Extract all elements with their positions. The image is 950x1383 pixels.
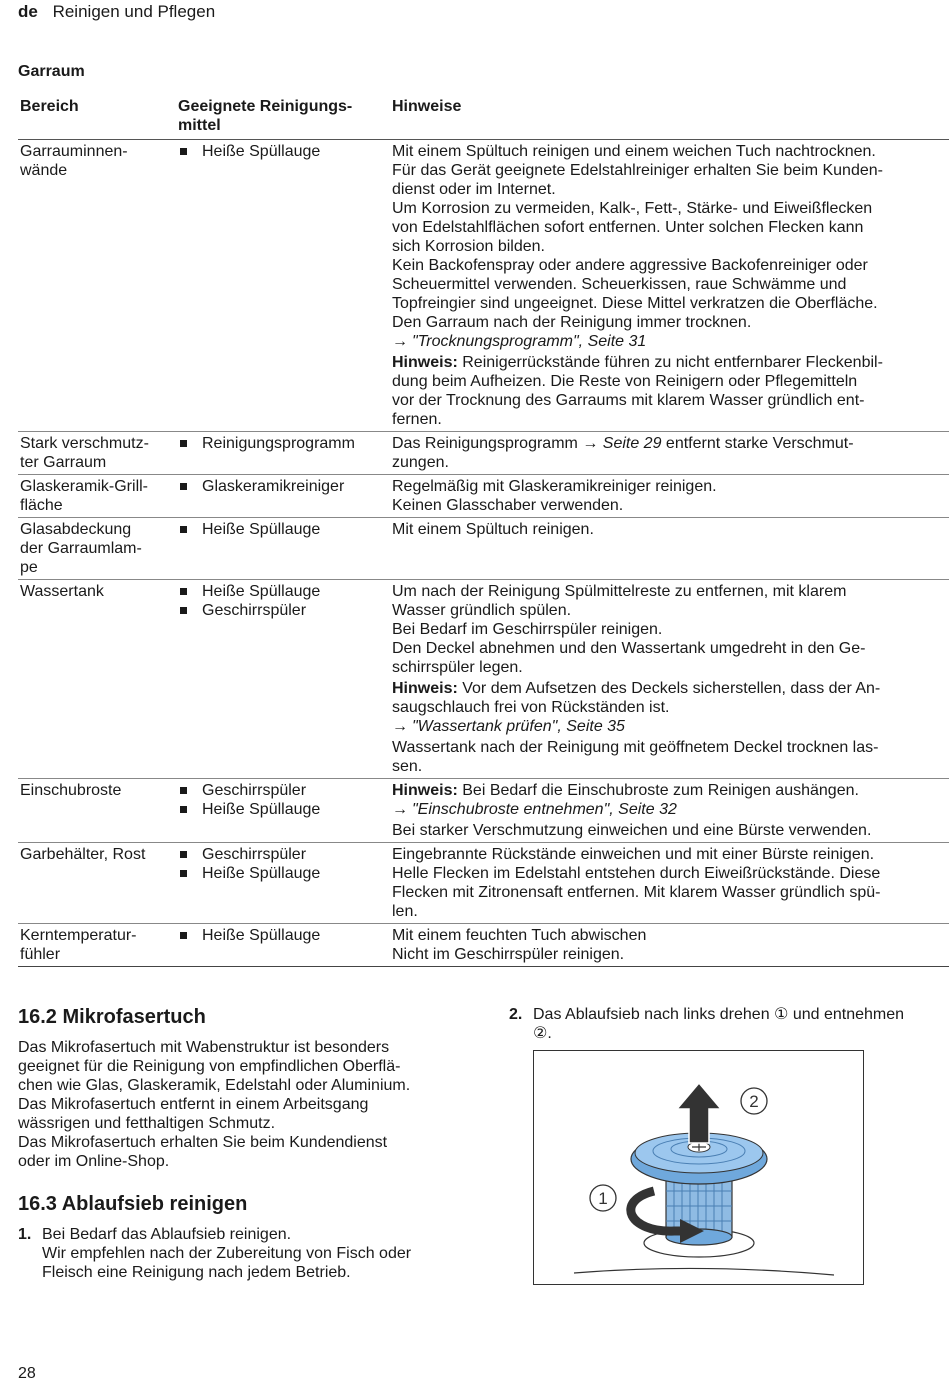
note-text (392, 845, 949, 864)
page-header (18, 2, 215, 21)
note-text (392, 821, 949, 840)
table-body (18, 140, 949, 967)
arrow-icon: → (392, 801, 408, 818)
note-text (392, 864, 949, 921)
column-header-notes: Hinweise (390, 94, 949, 140)
note-text-part: Mit einem Spültuch reinigen. (392, 521, 594, 538)
agent-item: Heiße Spüllauge (178, 582, 390, 601)
table-row (18, 140, 949, 432)
section-title-garraum: Garraum (18, 63, 85, 80)
column-header-agents: Geeignete Reinigungs- mittel (176, 94, 390, 140)
agents-cell (176, 475, 390, 518)
step-text: Bei Bedarf das Ablaufsieb reinigen. Wir empfehlen nach der Zubereitung von Fisch oder Fleisch eine Reinigung nach jedem Betrieb. (42, 1226, 412, 1281)
agent-item: Geschirrspüler (178, 601, 390, 620)
note-text-part: Den Garraum nach der Reinigung immer trocknen. (392, 314, 752, 331)
notes-cell (390, 140, 949, 432)
area-cell: Kerntemperatur- fühler (18, 924, 176, 967)
table-header-row (18, 94, 949, 140)
mikrofasertuch-paragraph: Das Mikrofasertuch mit Wabenstruktur ist besonders geeignet für die Reinigung von empfindlichen Oberflä- chen wie Glas, Glaskeramik, Edelstahl oder Aluminium. Das Mikrofasertuch entfernt in einem Arbeitsgang wässrigen und fetthaltigen Schmutz. Das Mikrofasertuch erhalten Sie beim Kundendienst oder im Online-Shop. (18, 1039, 411, 1170)
agent-item: Geschirrspüler (178, 781, 390, 800)
agent-item: Heiße Spüllauge (178, 864, 390, 883)
table-row (18, 924, 949, 967)
area-cell: Glasabdeckung der Garraumlam- pe (18, 518, 176, 580)
agents-list (178, 845, 390, 883)
agents-list (178, 520, 390, 539)
agents-cell (176, 843, 390, 924)
agent-item: Heiße Spüllauge (178, 520, 390, 539)
label-2: 2 (749, 1092, 759, 1111)
note-text-part: Keinen Glasschaber verwenden. (392, 497, 624, 514)
page-number: 28 (18, 1365, 36, 1382)
note-text-part: Helle Flecken im Edelstahl entstehen durch Eiweißrückstände. Diese Flecken mit Zitronensaft entfernen. Mit klarem Wasser gründlich spü- len. (392, 865, 881, 920)
agent-item: Geschirrspüler (178, 845, 390, 864)
note-text (392, 434, 949, 472)
note-text (392, 738, 949, 776)
note-text (392, 679, 949, 717)
note-text-part: Für das Gerät geeignete Edelstahlreiniger erhalten Sie beim Kunden- dienst oder im Internet. (392, 162, 883, 198)
note-text-part: Bei Bedarf die Einschubroste zum Reinigen aushängen. (457, 782, 859, 799)
area-cell: Wassertank (18, 580, 176, 779)
note-text (392, 781, 949, 800)
agent-item: Reinigungsprogramm (178, 434, 390, 453)
cleaning-table (18, 94, 949, 967)
note-text (392, 161, 949, 199)
cross-reference-text[interactable]: "Trocknungsprogramm", Seite 31 (412, 333, 647, 350)
hint-label: Hinweis: (392, 354, 458, 371)
note-text-part: Vor dem Aufsetzen des Deckels sicherstellen, dass der An- saugschlauch frei von Rückständen ist. (392, 680, 881, 716)
note-text-part: Um nach der Reinigung Spülmittelreste zu entfernen, mit klarem Wasser gründlich spülen. (392, 583, 847, 619)
agents-cell (176, 779, 390, 843)
arrow-icon: → (392, 718, 408, 735)
heading-mikrofasertuch: 16.2 Mikrofasertuch (18, 1006, 206, 1028)
area-cell: Glaskeramik-Grill- fläche (18, 475, 176, 518)
note-text (392, 926, 949, 945)
agent-item: Glaskeramikreiniger (178, 477, 390, 496)
agents-cell (176, 518, 390, 580)
notes-cell (390, 518, 949, 580)
table-row (18, 432, 949, 475)
agents-cell (176, 580, 390, 779)
cross-reference-text[interactable]: "Wassertank prüfen", Seite 35 (412, 718, 625, 735)
note-text-part: Regelmäßig mit Glaskeramikreiniger reinigen. (392, 478, 717, 495)
cross-reference-text[interactable]: "Einschubroste entnehmen", Seite 32 (412, 801, 677, 818)
notes-cell (390, 580, 949, 779)
area-cell: Garbehälter, Rost (18, 843, 176, 924)
cross-reference (392, 800, 949, 819)
chapter-title: Reinigen und Pflegen (52, 2, 216, 21)
area-cell: Einschubroste (18, 779, 176, 843)
note-text (392, 496, 949, 515)
note-text (392, 199, 949, 256)
cross-reference (392, 717, 949, 736)
note-text-part: Wassertank nach der Reinigung mit geöffnetem Deckel trocknen las- sen. (392, 739, 879, 775)
note-text (392, 520, 949, 539)
note-text-part: entfernt starke Verschmut- zungen. (392, 435, 854, 471)
agents-list (178, 781, 390, 819)
hint-label: Hinweis: (392, 680, 458, 697)
note-text-part: Den Deckel abnehmen und den Wassertank umgedreht in den Ge- schirrspüler legen. (392, 640, 866, 676)
label-1: 1 (598, 1189, 608, 1208)
note-text-part: Kein Backofenspray oder andere aggressive Backofenreiniger oder Scheuermittel verwenden. Scheuerkissen, raue Schwämme und Topfreingier sind ungeeignet. Diese Mittel verkratzen die Oberfläche. (392, 257, 878, 312)
hint-label: Hinweis: (392, 782, 458, 799)
column-header-area: Bereich (18, 94, 176, 140)
note-text (392, 313, 949, 332)
table-row (18, 518, 949, 580)
note-text-part: Um Korrosion zu vermeiden, Kalk-, Fett-, Stärke- und Eiweißflecken von Edelstahlflächen sofort entfernen. Unter solchen Flecken kann sich Korrosion bilden. (392, 200, 873, 255)
arrow-icon: → (582, 435, 603, 452)
agents-cell (176, 432, 390, 475)
table-row (18, 475, 949, 518)
agents-list (178, 434, 390, 453)
note-text (392, 353, 949, 429)
note-text-part: Mit einem feuchten Tuch abwischen (392, 927, 647, 944)
note-text-part: Mit einem Spültuch reinigen und einem weichen Tuch nachtrocknen. (392, 143, 876, 160)
note-text (392, 477, 949, 496)
note-text-part: Das Reinigungsprogramm (392, 435, 583, 452)
agents-list (178, 926, 390, 945)
notes-cell (390, 924, 949, 967)
agent-item: Heiße Spüllauge (178, 800, 390, 819)
drain-sieve-drawing (534, 1051, 863, 1284)
cross-reference (392, 332, 949, 351)
note-text (392, 639, 949, 677)
note-text-part: Bei Bedarf im Geschirrspüler reinigen. (392, 621, 663, 638)
note-text-part: Reinigerrückstände führen zu nicht entfernbarer Fleckenbil- dung beim Aufheizen. Die Reste von Reinigern oder Pflegemitteln vor der Trocknung des Garraums mit klarem Wasser gründlich ent- fernen. (392, 354, 883, 428)
note-text-part: Eingebrannte Rückstände einweichen und mit einer Bürste reinigen. (392, 846, 875, 863)
note-text (392, 945, 949, 964)
arrow-icon: → (392, 333, 408, 350)
notes-cell (390, 475, 949, 518)
note-text (392, 256, 949, 313)
step-text: Das Ablaufsieb nach links drehen ① und entnehmen ②. (533, 1006, 905, 1042)
notes-cell (390, 432, 949, 475)
note-text (392, 620, 949, 639)
agents-cell (176, 140, 390, 432)
language-tag: de (18, 2, 38, 21)
step-1 (18, 1225, 488, 1282)
area-cell: Stark verschmutz- ter Garraum (18, 432, 176, 475)
step-2 (509, 1005, 949, 1043)
area-cell: Garrauminnen- wände (18, 140, 176, 432)
notes-cell (390, 779, 949, 843)
table-row (18, 580, 949, 779)
note-text (392, 582, 949, 620)
note-text-part: Nicht im Geschirrspüler reinigen. (392, 946, 625, 963)
table-row (18, 843, 949, 924)
cross-reference-text[interactable]: Seite 29 (602, 435, 662, 452)
note-text (392, 142, 949, 161)
agent-item: Heiße Spüllauge (178, 142, 390, 161)
step-number: 1. (18, 1226, 32, 1243)
note-text-part: Bei starker Verschmutzung einweichen und eine Bürste verwenden. (392, 822, 872, 839)
heading-ablaufsieb: 16.3 Ablaufsieb reinigen (18, 1193, 248, 1215)
table-row (18, 779, 949, 843)
agents-list (178, 582, 390, 620)
agent-item: Heiße Spüllauge (178, 926, 390, 945)
agents-list (178, 142, 390, 161)
drain-sieve-illustration (533, 1050, 864, 1285)
agents-list (178, 477, 390, 496)
notes-cell (390, 843, 949, 924)
agents-cell (176, 924, 390, 967)
step-number: 2. (509, 1006, 523, 1023)
